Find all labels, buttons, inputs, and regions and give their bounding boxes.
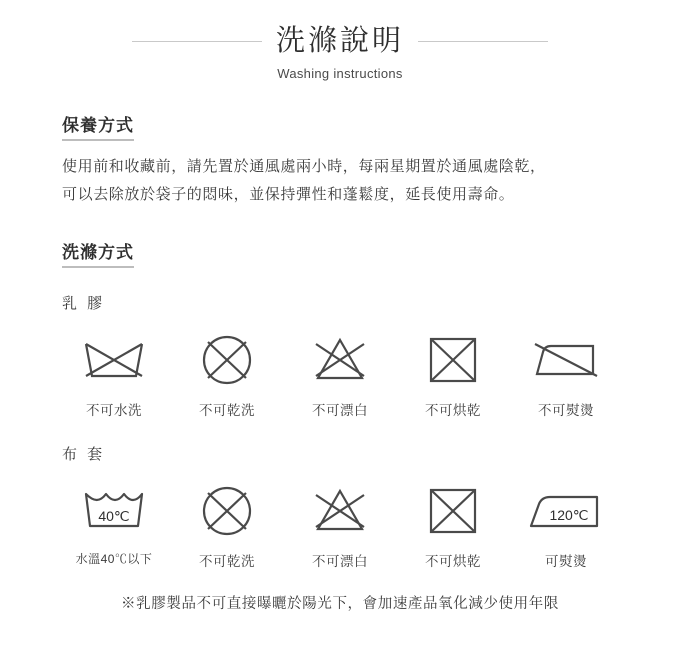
care-heading-label: 保養方式 — [62, 115, 134, 135]
no-iron-icon — [512, 323, 620, 397]
cover-icon-row — [60, 474, 620, 570]
care-paragraph — [62, 153, 618, 209]
cover-icon-cell-1 — [60, 474, 168, 570]
no-dry-clean-icon — [173, 323, 281, 397]
wash-heading-label: 洗滌方式 — [62, 243, 134, 263]
cover-icon-caption-5: 可熨燙 — [545, 554, 587, 570]
iron-120-icon — [512, 474, 620, 548]
care-paragraph-line-1: 使用前和收藏前，請先置於通風處兩小時，每兩星期置於通風處陰乾， — [62, 157, 546, 175]
care-heading — [62, 111, 134, 141]
latex-icon-cell-5 — [512, 323, 620, 419]
cover-icon-cell-2 — [173, 474, 281, 570]
page-header — [0, 0, 680, 81]
cover-icon-caption-4: 不可烘乾 — [425, 554, 481, 570]
wash-heading-underline — [62, 266, 134, 268]
wash-heading — [62, 238, 134, 268]
care-paragraph-line-2: 可以去除放於袋子的悶味，並保持彈性和蓬鬆度，延長使用壽命。 — [62, 185, 515, 203]
no-machine-wash-icon — [60, 323, 168, 397]
machine-wash-40-icon — [60, 474, 168, 548]
cover-icon-caption-3: 不可漂白 — [312, 554, 368, 570]
latex-icon-caption-2: 不可乾洗 — [199, 403, 255, 419]
cover-subheading: 布 套 — [62, 446, 106, 464]
no-tumble-dry-icon — [399, 474, 507, 548]
title-row — [0, 26, 680, 58]
divider-right — [418, 41, 548, 42]
footer-note: ※乳膠製品不可直接曝曬於陽光下，會加速產品氧化減少使用年限 — [121, 596, 559, 613]
latex-icon-row — [60, 323, 620, 419]
care-heading-underline — [62, 139, 134, 141]
cover-icon-cell-5 — [512, 474, 620, 570]
latex-icon-caption-3: 不可漂白 — [312, 403, 368, 419]
machine-wash-temperature-label: 40℃ — [98, 508, 130, 525]
no-bleach-icon — [286, 474, 394, 548]
latex-icon-caption-5: 不可熨燙 — [538, 403, 594, 419]
latex-icon-cell-3 — [286, 323, 394, 419]
cover-icon-caption-1: 水溫40℃以下 — [75, 552, 153, 567]
page-title: 洗滌說明 — [275, 25, 404, 57]
divider-left — [132, 41, 262, 42]
cover-icon-cell-4 — [399, 474, 507, 570]
latex-icon-cell-2 — [173, 323, 281, 419]
cover-icon-caption-2: 不可乾洗 — [199, 554, 255, 570]
page-subtitle: Washing instructions — [277, 65, 403, 81]
latex-subheading: 乳 膠 — [62, 295, 106, 313]
no-tumble-dry-icon — [399, 323, 507, 397]
latex-icon-cell-4 — [399, 323, 507, 419]
iron-temperature-label: 120℃ — [549, 507, 589, 524]
cover-icon-cell-3 — [286, 474, 394, 570]
latex-icon-cell-1 — [60, 323, 168, 419]
latex-icon-caption-1: 不可水洗 — [86, 403, 142, 419]
no-dry-clean-icon — [173, 474, 281, 548]
latex-icon-caption-4: 不可烘乾 — [425, 403, 481, 419]
no-bleach-icon — [286, 323, 394, 397]
